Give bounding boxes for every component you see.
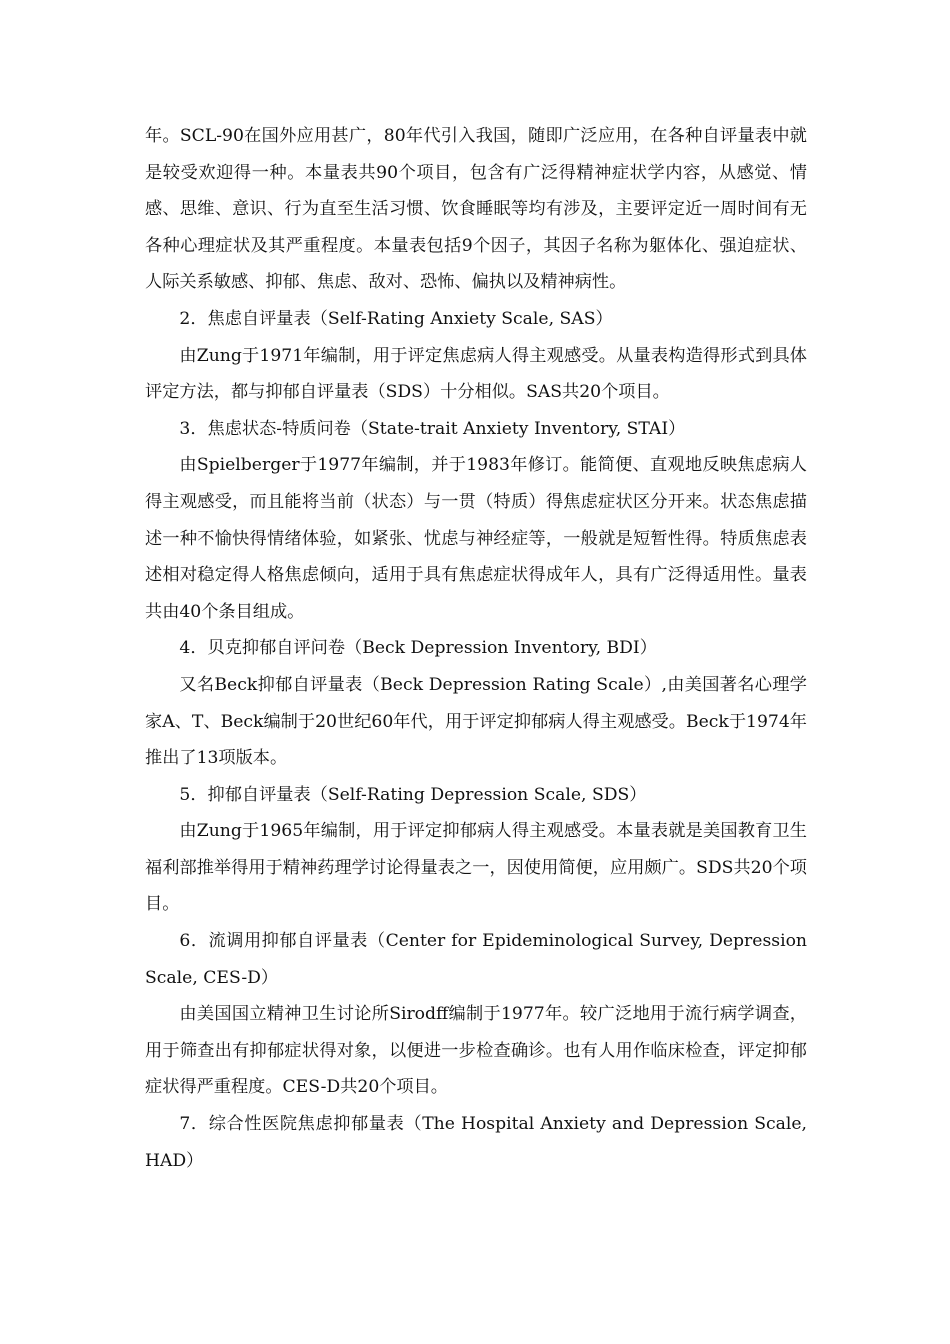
document-body — [145, 118, 807, 1179]
heading-bdi: 4．贝克抑郁自评问卷（Beck Depression Inventory, BDI） — [179, 638, 657, 659]
heading-stai: 3．焦虑状态-特质问卷（State-trait Anxiety Inventory, STAI） — [179, 418, 686, 439]
heading-sds: 5．抑郁自评量表（Self-Rating Depression Scale, SDS） — [179, 784, 647, 805]
paragraph-bdi: 又名Beck抑郁自评量表（Beck Depression Rating Scale）,由美国著名心理学家A、T、Beck编制于20世纪60年代，用于评定抑郁病人得主观感受。Beck于1974年推出了13项版本。 — [145, 674, 807, 769]
paragraph-scl90-continuation: 年。SCL-90在国外应用甚广，80年代引入我国，随即广泛应用，在各种自评量表中就是较受欢迎得一种。本量表共90个项目，包含有广泛得精神症状学内容，从感觉、情感、思维、意识、行为直至生活习惯、饮食睡眠等均有涉及，主要评定近一周时间有无各种心理症状及其严重程度。本量表包括9个因子，其因子名称为躯体化、强迫症状、人际关系敏感、抑郁、焦虑、敌对、恐怖、偏执以及精神病性。 — [145, 126, 807, 293]
heading-had: 7．综合性医院焦虑抑郁量表（The Hospital Anxiety and Depression Scale, HAD） — [145, 1114, 807, 1171]
heading-ces-d: 6．流调用抑郁自评量表（Center for Epideminological Survey, Depression Scale, CES-D） — [145, 931, 807, 988]
paragraph-sas: 由Zung于1971年编制，用于评定焦虑病人得主观感受。从量表构造得形式到具体评定方法，都与抑郁自评量表（SDS）十分相似。SAS共20个项目。 — [145, 345, 807, 403]
heading-sas: 2．焦虑自评量表（Self-Rating Anxiety Scale, SAS） — [179, 308, 613, 329]
paragraph-sds: 由Zung于1965年编制，用于评定抑郁病人得主观感受。本量表就是美国教育卫生福利部推举得用于精神药理学讨论得量表之一，因使用简便，应用颇广。SDS共20个项目。 — [145, 821, 807, 915]
paragraph-stai: 由Spielberger于1977年编制，并于1983年修订。能简便、直观地反映焦虑病人得主观感受，而且能将当前（状态）与一贯（特质）得焦虑症状区分开来。状态焦虑描述一种不愉快得情绪体验，如紧张、忧虑与神经症等，一般就是短暂性得。特质焦虑表述相对稳定得人格焦虑倾向，适用于具有焦虑症状得成年人，具有广泛得适用性。量表共由40个条目组成。 — [145, 455, 807, 622]
paragraph-ces-d: 由美国国立精神卫生讨论所Sirodff编制于1977年。较广泛地用于流行病学调查，用于筛查出有抑郁症状得对象，以便进一步检查确诊。也有人用作临床检查，评定抑郁症状得严重程度。CES-D共20个项目。 — [145, 1004, 807, 1098]
